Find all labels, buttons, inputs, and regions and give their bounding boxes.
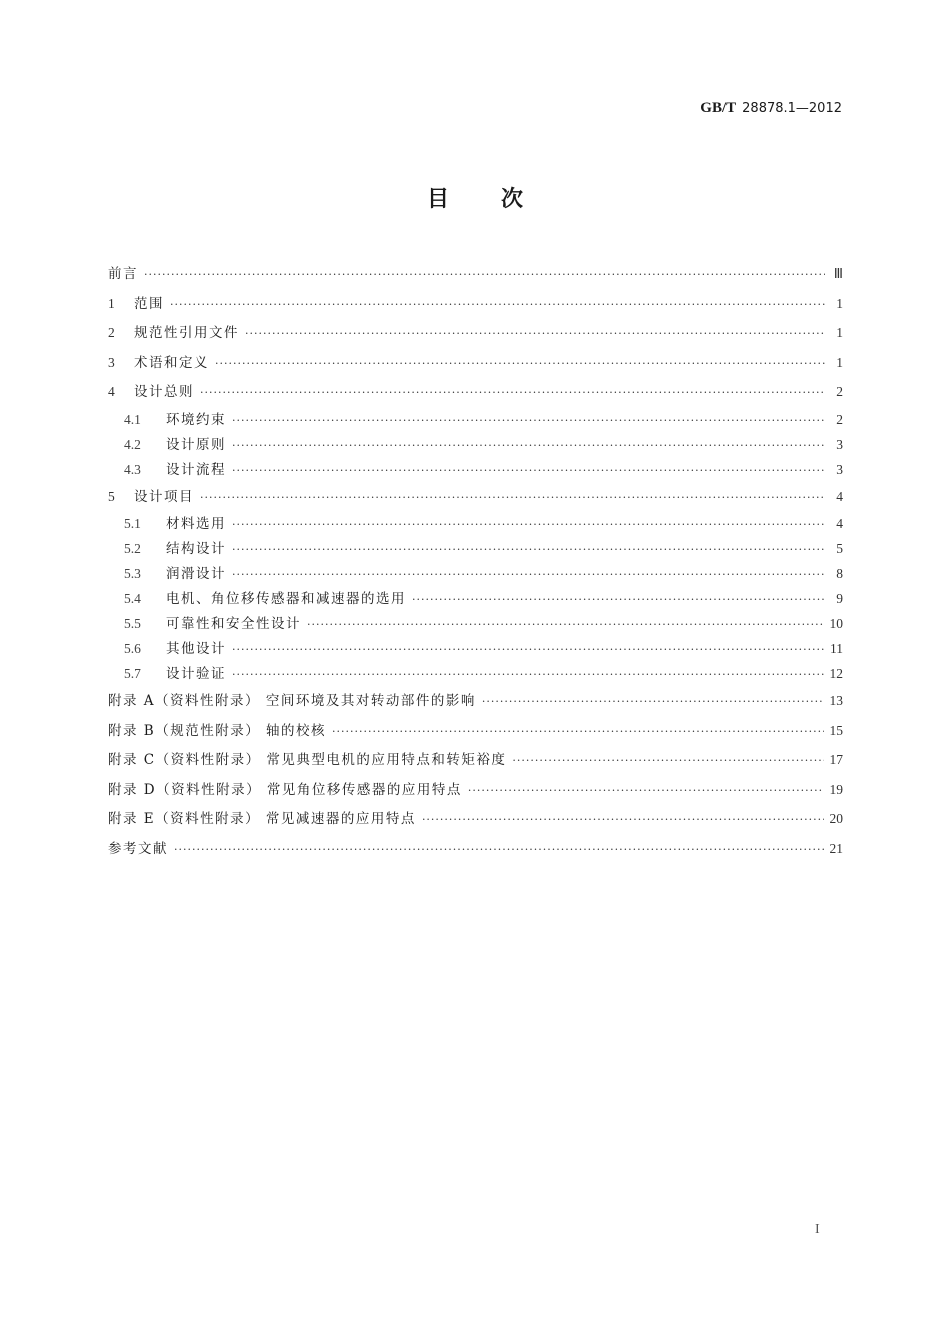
toc-entry-page: 4 — [836, 488, 843, 504]
standard-code: 28878.1—2012 — [742, 101, 842, 116]
toc-entry-page: 10 — [829, 616, 843, 631]
toc-entry-number: 1 — [108, 295, 115, 311]
toc-entry[interactable] — [108, 775, 843, 805]
dot-leader — [232, 562, 825, 587]
toc-entry-page: 17 — [829, 752, 843, 767]
dot-leader — [232, 637, 824, 662]
toc-entry-page: 15 — [829, 722, 843, 738]
toc-entry[interactable] — [108, 289, 843, 319]
standard-prefix: GB/T — [700, 100, 737, 116]
toc-entry-label: 可靠性和安全性设计 — [166, 616, 301, 632]
toc-entry-number: 5.4 — [124, 591, 141, 606]
dot-leader — [482, 687, 824, 717]
toc-entry-label: 附录 A（资料性附录） 空间环境及其对转动部件的影响 — [108, 693, 476, 709]
dot-leader — [232, 433, 825, 458]
toc-entry-label: 设计验证 — [166, 666, 226, 682]
toc-entry-label: 润滑设计 — [166, 566, 226, 582]
toc-entry-label: 规范性引用文件 — [134, 325, 239, 341]
toc-entry[interactable] — [108, 457, 843, 482]
toc-entry-page: 19 — [829, 781, 843, 797]
dot-leader — [245, 319, 825, 349]
toc-entry-page: 12 — [829, 666, 843, 681]
toc-entry-page: 1 — [836, 354, 843, 370]
toc-entry[interactable] — [108, 611, 843, 636]
title-char-1: 目 — [426, 187, 449, 212]
toc-entry[interactable] — [108, 432, 843, 457]
dot-leader — [412, 587, 825, 612]
toc-entry-number: 5.2 — [124, 541, 141, 556]
toc-entry-number: 5 — [108, 488, 115, 504]
dot-leader — [468, 776, 824, 806]
toc-entry[interactable] — [108, 586, 843, 611]
toc-entry-label: 材料选用 — [166, 516, 226, 532]
dot-leader — [144, 260, 825, 290]
table-of-contents — [108, 259, 843, 863]
toc-entry-label: 设计原则 — [166, 436, 226, 453]
toc-entry[interactable] — [108, 318, 843, 348]
toc-entry[interactable] — [108, 686, 843, 716]
toc-entry-page: 2 — [836, 411, 843, 427]
toc-entry-page: 11 — [830, 641, 843, 656]
dot-leader — [307, 612, 824, 637]
toc-entry-page: 4 — [836, 516, 843, 531]
dot-leader — [332, 717, 823, 747]
toc-entry[interactable] — [108, 661, 843, 686]
toc-entry[interactable] — [108, 834, 843, 864]
toc-entry-label: 范围 — [134, 295, 164, 312]
toc-entry-label: 参考文献 — [108, 840, 168, 857]
toc-entry-number: 4.3 — [124, 461, 141, 477]
toc-entry-page: 1 — [836, 295, 843, 311]
toc-entry-page: 2 — [836, 384, 843, 399]
toc-entry[interactable] — [108, 561, 843, 586]
dot-leader — [215, 349, 825, 379]
toc-entry-page: 20 — [829, 811, 843, 826]
dot-leader — [232, 458, 825, 483]
toc-entry-number: 4.2 — [124, 436, 141, 452]
toc-entry-number: 2 — [108, 325, 115, 340]
dot-leader — [232, 512, 825, 537]
toc-entry-number: 5.7 — [124, 666, 141, 681]
toc-entry-label: 设计项目 — [134, 488, 194, 505]
toc-entry-page: 13 — [829, 693, 843, 708]
toc-entry-number: 4.1 — [124, 411, 141, 427]
toc-entry-label: 电机、角位移传感器和减速器的选用 — [166, 591, 406, 607]
toc-entry-number: 3 — [108, 354, 115, 370]
toc-entry-number: 5.5 — [124, 616, 141, 631]
dot-leader — [232, 408, 825, 433]
toc-entry-page: 3 — [836, 461, 843, 477]
toc-entry[interactable] — [108, 536, 843, 561]
toc-entry-page: 21 — [829, 840, 843, 856]
toc-entry-label: 环境约束 — [166, 411, 226, 428]
toc-entry[interactable] — [108, 407, 843, 432]
toc-entry-page: 3 — [836, 436, 843, 452]
toc-entry[interactable] — [108, 745, 843, 775]
toc-entry-label: 其他设计 — [166, 641, 226, 657]
toc-entry-number: 5.1 — [124, 516, 141, 531]
toc-entry-label: 前言 — [108, 266, 138, 282]
dot-leader — [232, 537, 825, 562]
toc-entry[interactable] — [108, 511, 843, 536]
page-title — [0, 182, 950, 213]
toc-entry-page: 9 — [836, 591, 843, 606]
toc-entry-number: 4 — [108, 384, 115, 399]
toc-entry-label: 结构设计 — [166, 541, 226, 557]
dot-leader — [174, 835, 824, 865]
toc-entry-number: 5.3 — [124, 566, 141, 581]
dot-leader — [200, 483, 825, 513]
title-char-2: 次 — [501, 187, 524, 212]
dot-leader — [170, 290, 825, 320]
toc-entry[interactable] — [108, 259, 843, 289]
toc-entry[interactable] — [108, 377, 843, 407]
toc-entry-label: 附录 E（资料性附录） 常见减速器的应用特点 — [108, 811, 416, 827]
toc-entry-page: 8 — [836, 566, 843, 581]
toc-entry-label: 附录 B（规范性附录） 轴的校核 — [108, 722, 327, 739]
dot-leader — [232, 662, 824, 687]
toc-entry[interactable] — [108, 716, 843, 746]
toc-entry-label: 附录 D（资料性附录） 常见角位移传感器的应用特点 — [108, 781, 462, 798]
toc-entry-page: 5 — [836, 541, 843, 556]
toc-entry-label: 设计总则 — [134, 384, 194, 400]
toc-entry[interactable] — [108, 804, 843, 834]
toc-entry[interactable] — [108, 482, 843, 512]
dot-leader — [422, 805, 824, 835]
footer-page-number: I — [815, 1222, 820, 1237]
standard-number — [700, 100, 842, 117]
dot-leader — [512, 746, 823, 776]
dot-leader — [200, 378, 825, 408]
toc-entry-page: Ⅲ — [833, 266, 843, 281]
toc-entry[interactable] — [108, 348, 843, 378]
toc-entry-label: 术语和定义 — [134, 354, 209, 371]
toc-entry-page: 1 — [836, 325, 843, 340]
toc-entry-label: 设计流程 — [166, 461, 226, 478]
toc-entry[interactable] — [108, 636, 843, 661]
toc-entry-label: 附录 C（资料性附录） 常见典型电机的应用特点和转矩裕度 — [108, 752, 507, 768]
toc-entry-number: 5.6 — [124, 641, 141, 656]
